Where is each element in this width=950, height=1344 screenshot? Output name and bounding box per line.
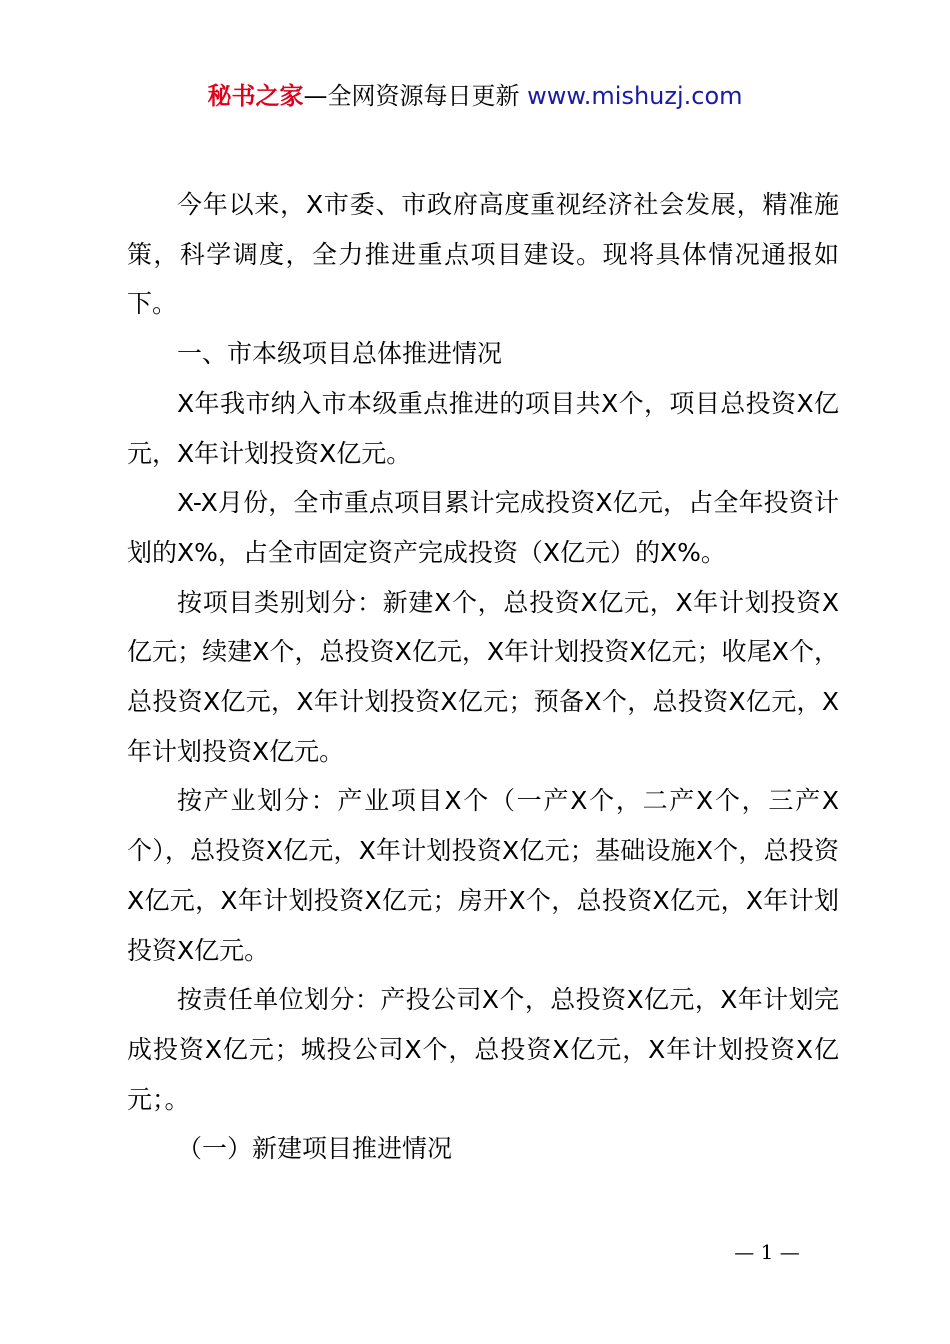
header-separator: — [303, 82, 328, 110]
site-brand: 秘书之家 [207, 82, 304, 110]
body-paragraph: 按产业划分：产业项目X个（一产X个，二产X个，三产X个），总投资X亿元，X年计划投资X亿元；基础设施X个，总投资X亿元，X年计划投资X亿元；房开X个，总投资X亿元，X年计划投资X亿元。 [127, 786, 839, 965]
section-heading: 一、市本级项目总体推进情况 [177, 339, 503, 369]
header-tagline: 全网资源每日更新 [327, 82, 520, 110]
intro-paragraph: 今年以来，X市委、市政府高度重视经济社会发展，精准施策，科学调度，全力推进重点项目建设。现将具体情况通报如下。 [127, 190, 839, 319]
page-number: — 1 — [734, 1240, 800, 1264]
body-paragraph: X年我市纳入市本级重点推进的项目共X个，项目总投资X亿元，X年计划投资X亿元。 [127, 388, 839, 468]
site-url-link[interactable]: www.mishuzj.com [527, 82, 743, 110]
subsection-heading: （一）新建项目推进情况 [177, 1134, 453, 1164]
document-body [127, 180, 839, 1174]
site-header [0, 80, 950, 112]
body-paragraph: 按项目类别划分：新建X个，总投资X亿元，X年计划投资X亿元；续建X个，总投资X亿元，X年计划投资X亿元；收尾X个，总投资X亿元，X年计划投资X亿元；预备X个，总投资X亿元，X年计划投资X亿元。 [127, 587, 839, 766]
body-paragraph: X-X月份，全市重点项目累计完成投资X亿元，占全年投资计划的X%，占全市固定资产完成投资（X亿元）的X%。 [127, 488, 839, 567]
body-paragraph: 按责任单位划分：产投公司X个，总投资X亿元，X年计划完成投资X亿元；城投公司X个，总投资X亿元，X年计划投资X亿元；。 [127, 985, 839, 1114]
